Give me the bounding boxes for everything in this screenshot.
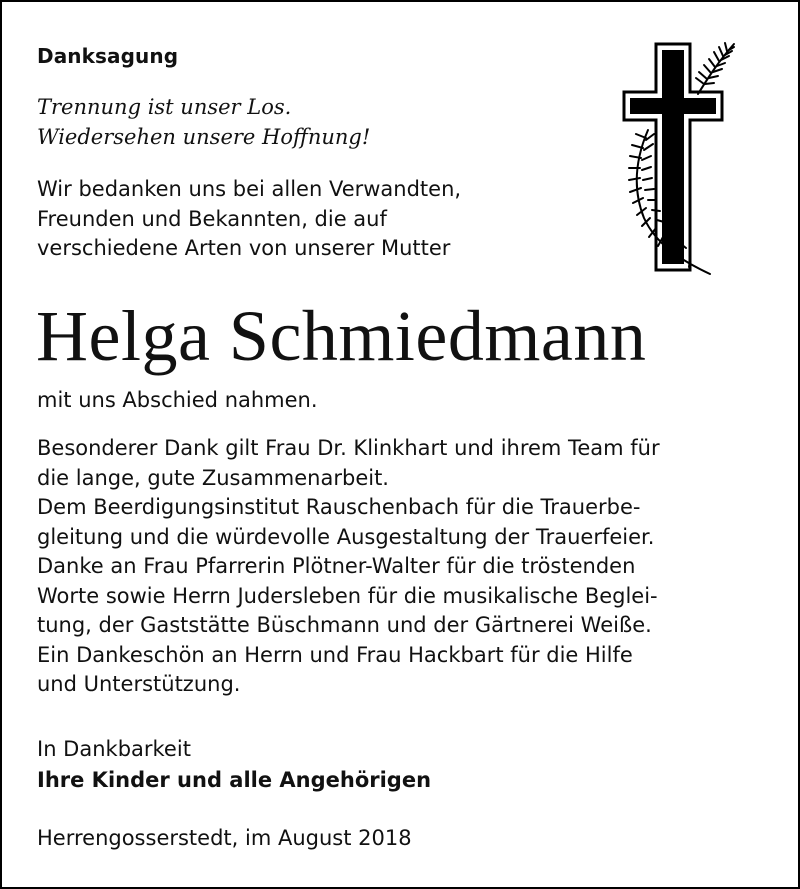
- thanks-line: Besonderer Dank gilt Frau Dr. Klinkhart und ihrem Team für: [37, 436, 660, 460]
- intro-text: [37, 175, 461, 264]
- after-name-text: mit uns Abschied nahmen.: [37, 388, 318, 412]
- quote-line: Wiedersehen unsere Hoffnung!: [37, 125, 371, 149]
- signature: Ihre Kinder und alle Angehörigen: [37, 768, 432, 792]
- notice-heading: Danksagung: [37, 44, 179, 68]
- thanks-line: Worte sowie Herrn Judersleben für die musikalische Beglei-: [37, 583, 658, 608]
- thanks-text: [37, 434, 660, 700]
- quote: [37, 92, 370, 152]
- thanks-line: tung, der Gaststätte Büschmann und der Gärtnerei Weiße.: [37, 613, 652, 637]
- thanks-line: Danke an Frau Pfarrerin Plötner-Walter für die tröstenden: [37, 554, 636, 578]
- intro-line: verschiedene Arten von unserer Mutter: [37, 236, 451, 260]
- thanks-line: Dem Beerdigungsinstitut Rauschenbach für die Trauerbe-: [37, 495, 641, 519]
- intro-line: Wir bedanken uns bei allen Verwandten,: [37, 177, 462, 201]
- thanks-line: gleitung und die würdevolle Ausgestaltung der Trauerfeier.: [37, 524, 655, 549]
- cross-with-palm-frond-icon: [610, 38, 750, 278]
- quote-line: Trennung ist unser Los.: [37, 95, 292, 119]
- thanks-line: Ein Dankeschön an Herrn und Frau Hackbart für die Hilfe: [37, 642, 633, 667]
- deceased-name: Helga Schmiedmann: [36, 296, 647, 376]
- place-date: Herrengosserstedt, im August 2018: [37, 826, 412, 850]
- thanks-line: die lange, gute Zusammenarbeit.: [37, 465, 389, 490]
- closing-text: In Dankbarkeit: [37, 737, 191, 761]
- thanks-line: und Unterstützung.: [37, 672, 241, 696]
- intro-line: Freunden und Bekannten, die auf: [37, 206, 387, 231]
